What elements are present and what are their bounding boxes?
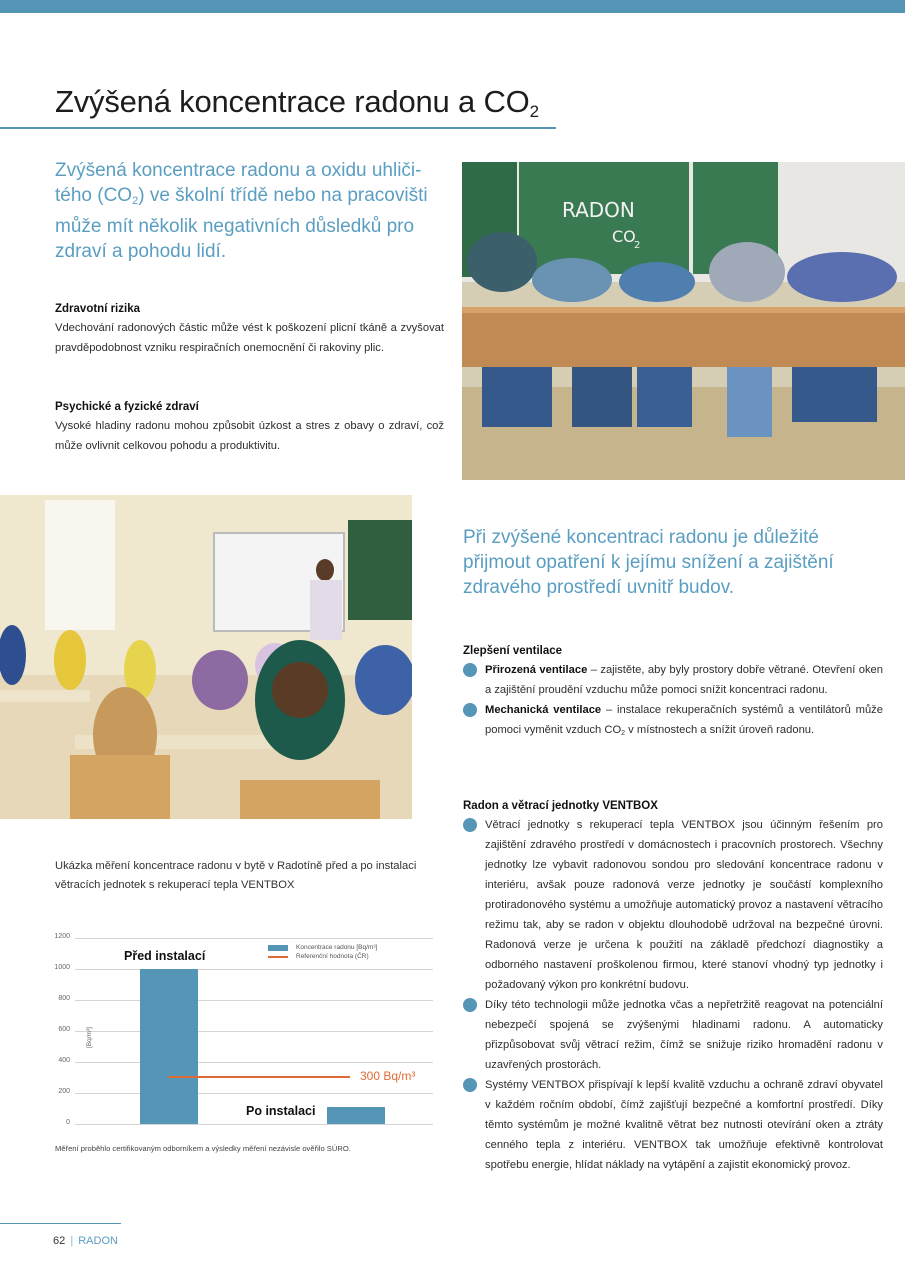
ventbox-section [463,797,883,1175]
ventbox-item: Díky této technologii může jednotka včas a nepřetržitě reagovat na potenciální nebezpečí spojená se zvýšenými hladinami radonu. A automaticky přizpůsobovat svůj větrací režim, čímž se snižuje riziko hromadění radonu v uzavřených prostorách. [463,995,883,1075]
ventbox-item: Větrací jednotky s rekuperací tepla VENTBOX jsou účinným řešením pro zajištění zdravého prostředí v domácnostech i pracovních prostorech. Všechny jednotky lze vybavit radonovou sondou pro sledování koncentrace radonu v interiéru, avšak pouze radonová verze jednotky je součástí komplexního protiradonového systému a umožňuje automatický provoz a nastavení větracího režimu tak, aby se radon v objektu dlouhodobě udržoval na bezpečné úrovni. Radonová verze je určena k použití na základě předchozí diagnostiky a odborného nastavení proškolenou firmou, které stanoví vhodný typ jednotky i požadovaný výkon pro konkrétní budovu. [463,815,883,995]
footer-separator: | [70,1235,74,1247]
title-underline [0,127,556,129]
ventbox-item: Systémy VENTBOX přispívají k lepší kvalitě vzduchu a ochraně zdraví obyvatel v každém ročním období, čímž zajišťují bezpečné a komfortní prostředí. Díky těmto systémům je možné kvalitně větrat bez nutnosti otevírání oken a ztráty cenného tepla z interiéru. VENTBOX tak umožňuje efektivně kontrolovat spotřebu energie, hlídat náklady na vytápění a zajistit ekonomický provoz. [463,1075,883,1175]
legend-item-concentration: Koncentrace radonu [Bq/m³] [268,943,377,952]
top-accent-bar [0,0,905,13]
ventbox-heading: Radon a větrací jednotky VENTBOX [463,800,658,812]
svg-text:2: 2 [634,240,641,251]
chart-caption: Ukázka měření koncentrace radonu v bytě v Radotíně před a po instalaci větracích jednotek s rekuperací tepla VENTBOX [55,860,417,891]
ventilation-heading: Zlepšení ventilace [463,645,563,657]
health-risks-text: Vdechování radonových částic může vést k poškození plicní tkáně a zvyšovat pravděpodobnost vzniku respiračních onemocnění či rakoviny plic. [55,322,444,354]
reference-line [168,1076,350,1078]
y-tick: 1200 [54,933,70,940]
y-tick: 0 [66,1119,70,1126]
ventilation-section [463,642,883,744]
y-tick: 400 [58,1057,70,1064]
ventilation-item-natural: Přirozená ventilace – zajistěte, aby byly prostory dobře větrané. Otevření oken a zajištění proudění vzduchu může pomoci snížit koncentraci radonu. [463,660,883,700]
gridline-400 [75,1062,433,1063]
legend-bar-swatch-icon [268,945,288,951]
svg-text:CO: CO [612,227,636,246]
y-tick: 200 [58,1088,70,1095]
mental-health-text: Vysoké hladiny radonu mohou způsobit úzkost a stres z obavy o zdraví, což může ovlivnit celkovou pohodu a produktivitu. [55,420,444,452]
tired-students-photo [462,162,905,485]
bullet-dot-icon [463,703,477,717]
intro-lead: Zvýšená koncentrace radonu a oxidu uhliči-téhо $(CO_2)$ ve školní třídě nebo na pracovišti může mít několik negativních důsledků pro zdraví a pohodu lidí. [55,160,428,262]
gridline-800 [75,1000,433,1001]
reference-label: 300 Bq/m³ [360,1069,416,1083]
radon-bar-chart [50,928,435,1133]
bullet-dot-icon [463,818,477,832]
y-axis-label: [Bq/m³] [86,1027,93,1048]
legend-line-swatch-icon [268,956,288,958]
classroom-photo [0,495,412,819]
gridline-1200 [75,938,433,939]
y-tick: 1000 [54,964,70,971]
gridline-1000 [75,969,433,970]
bar-after [327,1107,385,1124]
bullet-dot-icon [463,663,477,677]
chart-footnote: Měření proběhlo certifikovaným odborníkem a výsledky měření nezávisle ověřilo SÚRO. [55,1144,351,1153]
gridline-600 [75,1031,433,1032]
page-title: Zvýšená koncentrace radonu a $CO_2$ [55,84,539,121]
ventilation-item-mechanical: Mechanická ventilace – instalace rekuperačních systémů a ventilátorů může pomoci vyměnit vzduch $CO_2$ v místnostech a snížit úroveň radonu. [463,700,883,744]
bar-label-before: Před instalací [124,949,206,963]
gridline-0 [75,1124,433,1125]
page-number: 62 [53,1235,66,1247]
footer-rule [0,1223,121,1224]
bar-label-after: Po instalaci [246,1104,316,1118]
page-footer [53,1235,118,1247]
y-tick: 800 [58,995,70,1002]
gridline-200 [75,1093,433,1094]
mental-health-heading: Psychické a fyzické zdraví [55,401,199,413]
mental-health-section [55,398,444,456]
bar-before [140,969,198,1124]
footer-section-name: RADON [78,1235,118,1247]
classroom-illustration [0,495,412,819]
svg-text:RADON: RADON [562,198,635,222]
legend-item-reference: Referenční hodnota (ČR) [268,952,377,961]
bullet-dot-icon [463,998,477,1012]
measures-lead: Při zvýšené koncentraci radonu je důležité přijmout opatření k jejímu snížení a zajištění zdravého prostředí uvnitř budov. [463,527,834,598]
y-tick: 600 [58,1026,70,1033]
tired-students-illustration [462,162,905,485]
bullet-dot-icon [463,1078,477,1092]
health-risks-heading: Zdravotní rizika [55,303,140,315]
chart-legend [268,943,377,961]
health-risks-section [55,300,444,358]
